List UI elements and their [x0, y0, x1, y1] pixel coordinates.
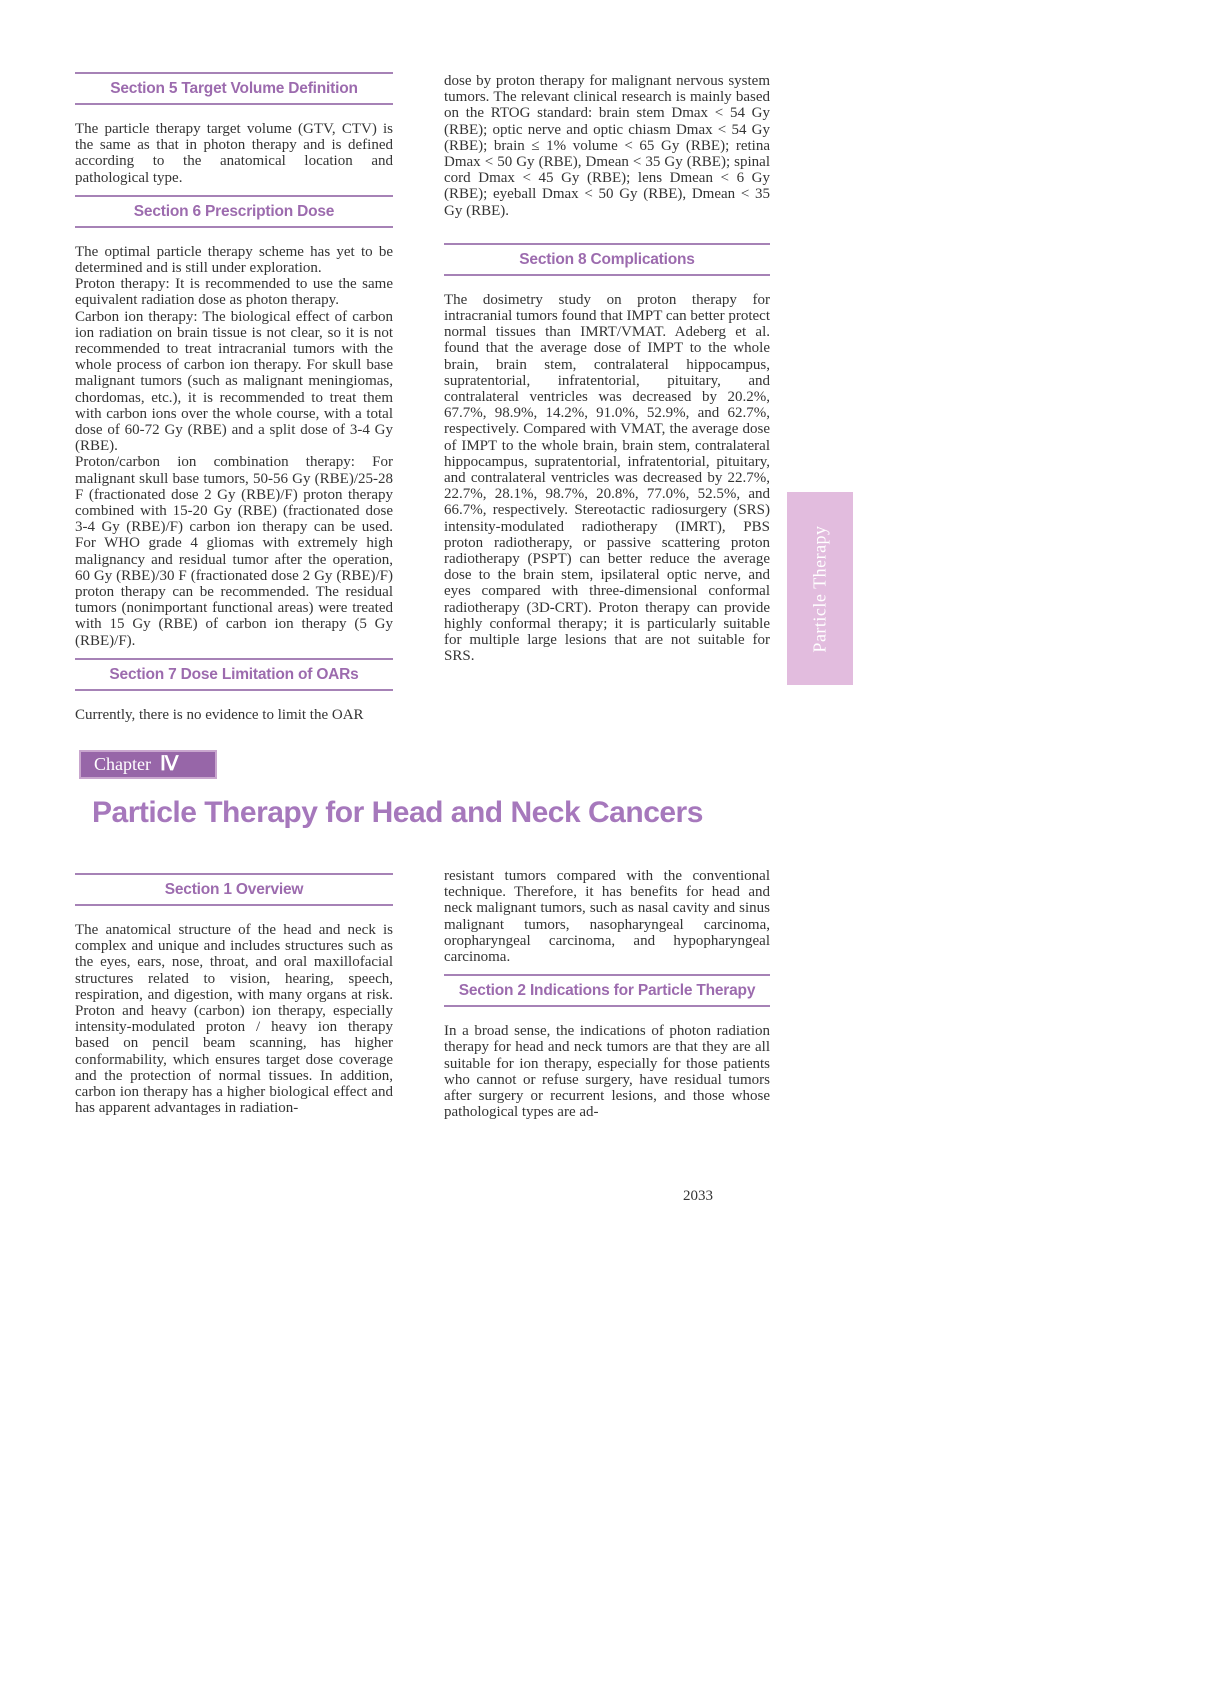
section-2-body: In a broad sense, the indications of photon radiation therapy for head and neck tumors are that they are all suitable for ion therapy, especially for those patients who cannot or refuse surgery, have residual tumors after surgery or recurrent lesions, and those whose pathological types are ad- — [444, 1023, 770, 1121]
section-6-paragraph: Proton/carbon ion combination therapy: For malignant skull base tumors, 50-56 Gy (RBE)/25-28 F (fractionated dose 2 Gy (RBE)/F) proton therapy combined with 15-20 Gy (RBE) (fractionated dose 3-4 Gy (RBE)/F) carbon ion therapy can be used. For WHO grade 4 gliomas with extremely high malignancy and residual tumor after the operation, 60 Gy (RBE)/30 F (fractionated dose 2 Gy (RBE)/F) proton therapy can be recommended. The residual tumors (nonimportant functional areas) were treated with 15 Gy (RBE) of carbon ion therapy (5 Gy (RBE)/F). — [75, 454, 393, 649]
particle-therapy-side-tab — [787, 492, 853, 685]
chapter-banner — [79, 750, 217, 779]
page-number: 2033 — [683, 1188, 713, 1204]
side-tab-label: Particle Therapy — [809, 524, 830, 653]
continuation-paragraph: dose by proton therapy for malignant nervous system tumors. The relevant clinical research is mainly based on the RTOG standard: brain stem Dmax < 54 Gy (RBE); optic nerve and optic chiasm Dmax < 54 Gy (RBE); brain ≤ 1% volume < 65 Gy (RBE); retina Dmax < 50 Gy (RBE), Dmean < 35 Gy (RBE); spinal cord Dmax < 45 Gy (RBE); lens Dmean < 6 Gy (RBE); eyeball Dmax < 50 Gy (RBE), Dmean < 35 Gy (RBE). — [444, 73, 770, 219]
continuation-paragraph: resistant tumors compared with the conventional technique. Therefore, it has benefits for head and neck malignant tumors, such as nasal cavity and sinus malignant tumors, nasopharyngeal carcinoma, oropharyngeal carcinoma, and hypopharyngeal carcinoma. — [444, 868, 770, 966]
chapter-banner-numeral: Ⅳ — [159, 753, 179, 775]
column-right-top — [444, 73, 770, 665]
section-6-heading: Section 6 Prescription Dose — [75, 195, 393, 228]
column-right-bottom — [444, 868, 770, 1120]
section-2-heading: Section 2 Indications for Particle Therapy — [444, 974, 770, 1007]
section-8-heading: Section 8 Complications — [444, 243, 770, 276]
column-left-bottom — [75, 873, 393, 1116]
column-left-top — [75, 72, 393, 723]
section-6-paragraph: The optimal particle therapy scheme has yet to be determined and is still under exploration. — [75, 243, 393, 277]
section-5-body: The particle therapy target volume (GTV, CTV) is the same as that in photon therapy and is defined according to the anatomical location and pathological type. — [75, 121, 393, 186]
section-8-body: The dosimetry study on proton therapy for intracranial tumors found that IMPT can better protect normal tissues than IMRT/VMAT. Adeberg et al. found that the average dose of IMPT to the whole brain, brain stem, contralateral hippocampus, supratentorial, infratentorial, pituitary, and contralateral ventricles was decreased by 20.2%, 67.7%, 98.9%, 14.2%, 91.0%, 52.9%, and 62.7%, respectively. Compared with VMAT, the average dose of IMPT to the whole brain, brain stem, contralateral hippocampus, supratentorial, infratentorial, pituitary, and contralateral ventricles was decreased by 22.7%, 22.7%, 28.1%, 98.7%, 20.8%, 77.0%, 52.5%, and 66.7%, respectively. Stereotactic radiosurgery (SRS) intensity-modulated radiotherapy (IMRT), PBS proton radiotherapy, or passive scattering proton radiotherapy (PSPT) can better reduce the average dose to the brain stem, ipsilateral optic nerve, and eyes compared with three-dimensional conformal radiotherapy (3D-CRT). Proton therapy can provide highly conformal therapy; it is particularly suitable for multiple large lesions that are not suitable for SRS. — [444, 291, 770, 665]
section-6-paragraph: Carbon ion therapy: The biological effect of carbon ion radiation on brain tissue is not clear, so it is not recommended to treat intracranial tumors with the whole process of carbon ion therapy. For skull base malignant tumors (such as malignant meningiomas, chordomas, etc.), it is recommended to treat them with carbon ions over the whole course, with a total dose of 60-72 Gy (RBE) and a split dose of 3-4 Gy (RBE). — [75, 308, 393, 455]
chapter-banner-word: Chapter — [94, 754, 151, 774]
section-1-heading: Section 1 Overview — [75, 873, 393, 906]
section-1-body: The anatomical structure of the head and neck is complex and unique and includes structures such as the eyes, ears, nose, throat, and oral maxillofacial structures related to vision, hearing, speech, respiration, and digestion, with many organs at risk. Proton and heavy (carbon) ion therapy, especially intensity-modulated proton / heavy ion therapy based on pencil beam scanning, has higher conformability, which ensures target dose coverage and the protection of normal tissues. In addition, carbon ion therapy has a higher biological effect and has apparent advantages in radiation- — [75, 922, 393, 1117]
section-6-paragraph: Proton therapy: It is recommended to use the same equivalent radiation dose as photon therapy. — [75, 276, 393, 309]
section-5-heading: Section 5 Target Volume Definition — [75, 72, 393, 105]
chapter-title: Particle Therapy for Head and Neck Cancers — [92, 796, 703, 829]
section-6-body — [75, 244, 393, 649]
section-7-body: Currently, there is no evidence to limit the OAR — [75, 706, 364, 723]
section-7-heading: Section 7 Dose Limitation of OARs — [75, 658, 393, 691]
